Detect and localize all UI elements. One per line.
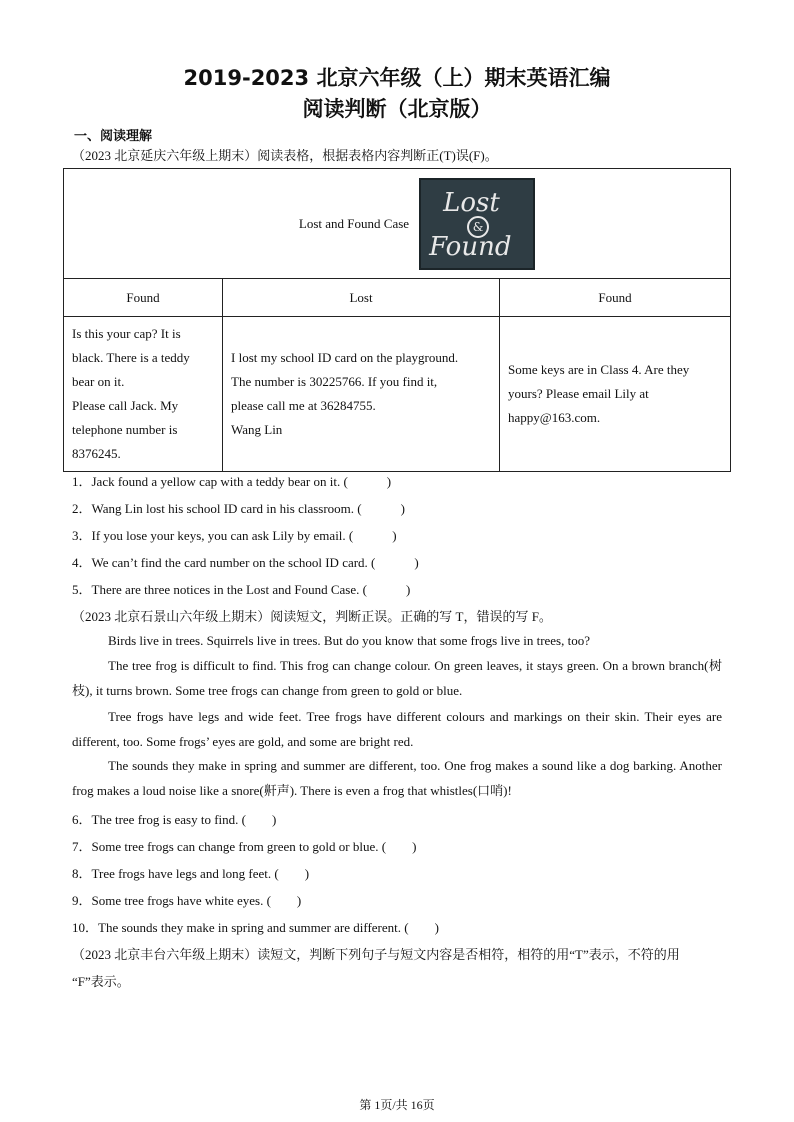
- question-6: 6．The tree frog is easy to find. ( ): [72, 812, 277, 827]
- notice-cap: Is this your cap? It is black. There is a teddy bear on it. Please call Jack. My telephone number is 8376245.: [64, 317, 223, 472]
- question-2: 2．Wang Lin lost his school ID card in his classroom. ( ): [72, 501, 405, 516]
- intro-3-line-2: “F”表示。: [72, 974, 130, 989]
- question-3: 3．If you lose your keys, you can ask Lily by email. ( ): [72, 528, 397, 543]
- intro-2: （2023 北京石景山六年级上期末）阅读短文，判断正误。正确的写 T，错误的写 F。: [72, 609, 552, 624]
- table-header-cell: [64, 169, 731, 279]
- document-subtitle: 阅读判断（北京版）: [302, 97, 492, 121]
- notice-id-card: I lost my school ID card on the playground. The number is 30225766. If you find it, please call me at 36284755. Wang Lin: [223, 317, 500, 472]
- column-header: Lost: [223, 279, 500, 317]
- column-header: Found: [500, 279, 731, 317]
- passage-paragraph-2: The tree frog is difficult to find. This frog can change colour. On green leaves, it stays green. On a brown branch(树枝), it turns brown. Some tree frogs can change from green to gold or blue.: [72, 658, 722, 698]
- table-header-text: Lost and Found Case: [298, 215, 410, 231]
- lost-found-logo-image: Lost & Found: [419, 178, 535, 270]
- question-9: 9．Some tree frogs have white eyes. ( ): [72, 893, 302, 908]
- page-footer: 第 1页/共 16页: [359, 1098, 435, 1112]
- question-4: 4．We can’t find the card number on the school ID card. ( ): [72, 555, 419, 570]
- question-10: 10．The sounds they make in spring and summer are different. ( ): [72, 920, 439, 935]
- lost-found-table: [63, 168, 731, 472]
- section-heading: 一、阅读理解: [74, 129, 153, 144]
- intro-1: （2023 北京延庆六年级上期末）阅读表格，根据表格内容判断正(T)误(F)。: [72, 148, 498, 163]
- question-8: 8．Tree frogs have legs and long feet. ( ): [72, 866, 310, 881]
- question-5: 5．There are three notices in the Lost and Found Case. ( ): [72, 582, 411, 597]
- column-header: Found: [64, 279, 223, 317]
- document-title: 2019-2023 北京六年级（上）期末英语汇编: [183, 66, 611, 90]
- question-7: 7．Some tree frogs can change from green to gold or blue. ( ): [72, 839, 417, 854]
- passage-paragraph-4: The sounds they make in spring and summer are different, too. One frog makes a sound like a dog barking. Another frog makes a loud noise like a snore(鼾声). There is even a frog that whistles(口哨)!: [72, 758, 722, 798]
- notice-keys: Some keys are in Class 4. Are they yours? Please email Lily at happy@163.com.: [500, 317, 731, 472]
- intro-3-line-1: （2023 北京丰台六年级上期末）读短文，判断下列句子与短文内容是否相符，相符的用“T”表示，不符的用: [72, 947, 680, 962]
- question-1: 1．Jack found a yellow cap with a teddy bear on it. ( ): [72, 474, 392, 489]
- passage-paragraph-3: Tree frogs have legs and wide feet. Tree frogs have different colours and markings on their skin. Their eyes are different, too. Some frogs’ eyes are gold, and some are bright red.: [72, 709, 722, 749]
- passage-paragraph-1: Birds live in trees. Squirrels live in trees. But do you know that some frogs live in trees, too?: [108, 633, 591, 648]
